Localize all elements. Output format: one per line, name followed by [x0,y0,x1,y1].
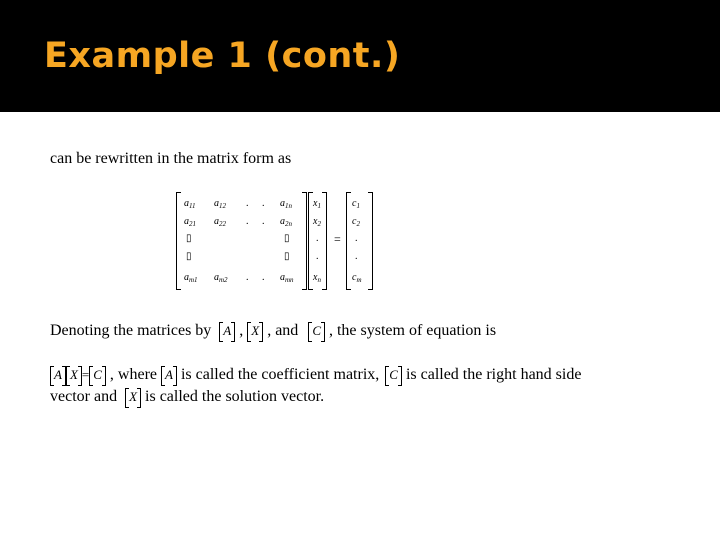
coef-text: is called the coefficient matrix, [180,366,380,383]
cell-a1n: $a_{1n}$ [280,198,292,210]
denoting-sep1: , [239,322,244,339]
rhs-text: is called the right hand side [405,366,582,383]
equation-line-2 [50,388,324,406]
cell-x1: $x_1$ [313,198,321,210]
cell-dot: . [246,216,249,227]
cell-am2: $a_{m2}$ [214,272,228,284]
matrix-C-symbol: C [308,323,325,339]
slide-title: Example 1 (cont.) [44,36,401,76]
cell-dot: . [355,233,358,244]
cell-dot: . [262,216,265,227]
cell-cm: $c_m$ [352,272,362,284]
denoting-suffix: , the system of equation is [328,322,497,339]
vector-c-left-bracket [346,192,351,290]
cell-am1: $a_{m1}$ [184,272,198,284]
cell-dot: . [262,272,265,283]
cell-a22: $a_{22}$ [214,216,226,228]
cell-a2n: $a_{2n}$ [280,216,292,228]
eq-equals: = [81,367,90,382]
cell-a12: $a_{12}$ [214,198,226,210]
cell-xn: $x_n$ [313,272,321,284]
rhs-C-symbol: C [385,367,402,383]
eq-C-symbol: C [89,367,106,383]
vector-c-right-bracket [368,192,373,290]
cell-dot: . [246,272,249,283]
cell-amn: $a_{mn}$ [280,272,294,284]
matrix-equation [176,192,376,292]
matrix-A-symbol: A [219,323,235,339]
solution-text: is called the solution vector. [145,388,325,405]
cell-placeholder: ▯ [186,233,192,244]
cell-dot: . [316,233,319,244]
coef-A-symbol: A [161,367,177,383]
cell-placeholder: ▯ [284,233,290,244]
vector-x-right-bracket [322,192,327,290]
cell-dot: . [355,251,358,262]
denoting-prefix: Denoting the matrices by [50,322,212,339]
equation-line-1 [50,366,581,384]
cell-dot: . [246,198,249,209]
cell-placeholder: ▯ [186,251,192,262]
title-bar [0,0,720,112]
equals-sign: = [334,232,341,246]
cell-c2: $c_2$ [352,216,360,228]
cell-c1: $c_1$ [352,198,360,210]
denoting-sep2: , and [267,322,299,339]
cell-dot: . [262,198,265,209]
intro-text: can be rewritten in the matrix form as [50,150,292,167]
cell-a11: $a_{11}$ [184,198,196,210]
cell-placeholder: ▯ [284,251,290,262]
cell-x2: $x_2$ [313,216,321,228]
solution-X-symbol: X [125,389,141,405]
matrix-X-symbol: X [247,323,263,339]
vector-and-text: vector and [50,388,118,405]
cell-dot: . [316,251,319,262]
eq-X-symbol: X [66,367,82,383]
where-text: , where [109,366,158,383]
matrix-a-right-bracket [302,192,307,290]
eq-A-symbol: A [50,367,66,383]
cell-a21: $a_{21}$ [184,216,196,228]
matrix-a-left-bracket [176,192,181,290]
denoting-line [50,322,496,340]
